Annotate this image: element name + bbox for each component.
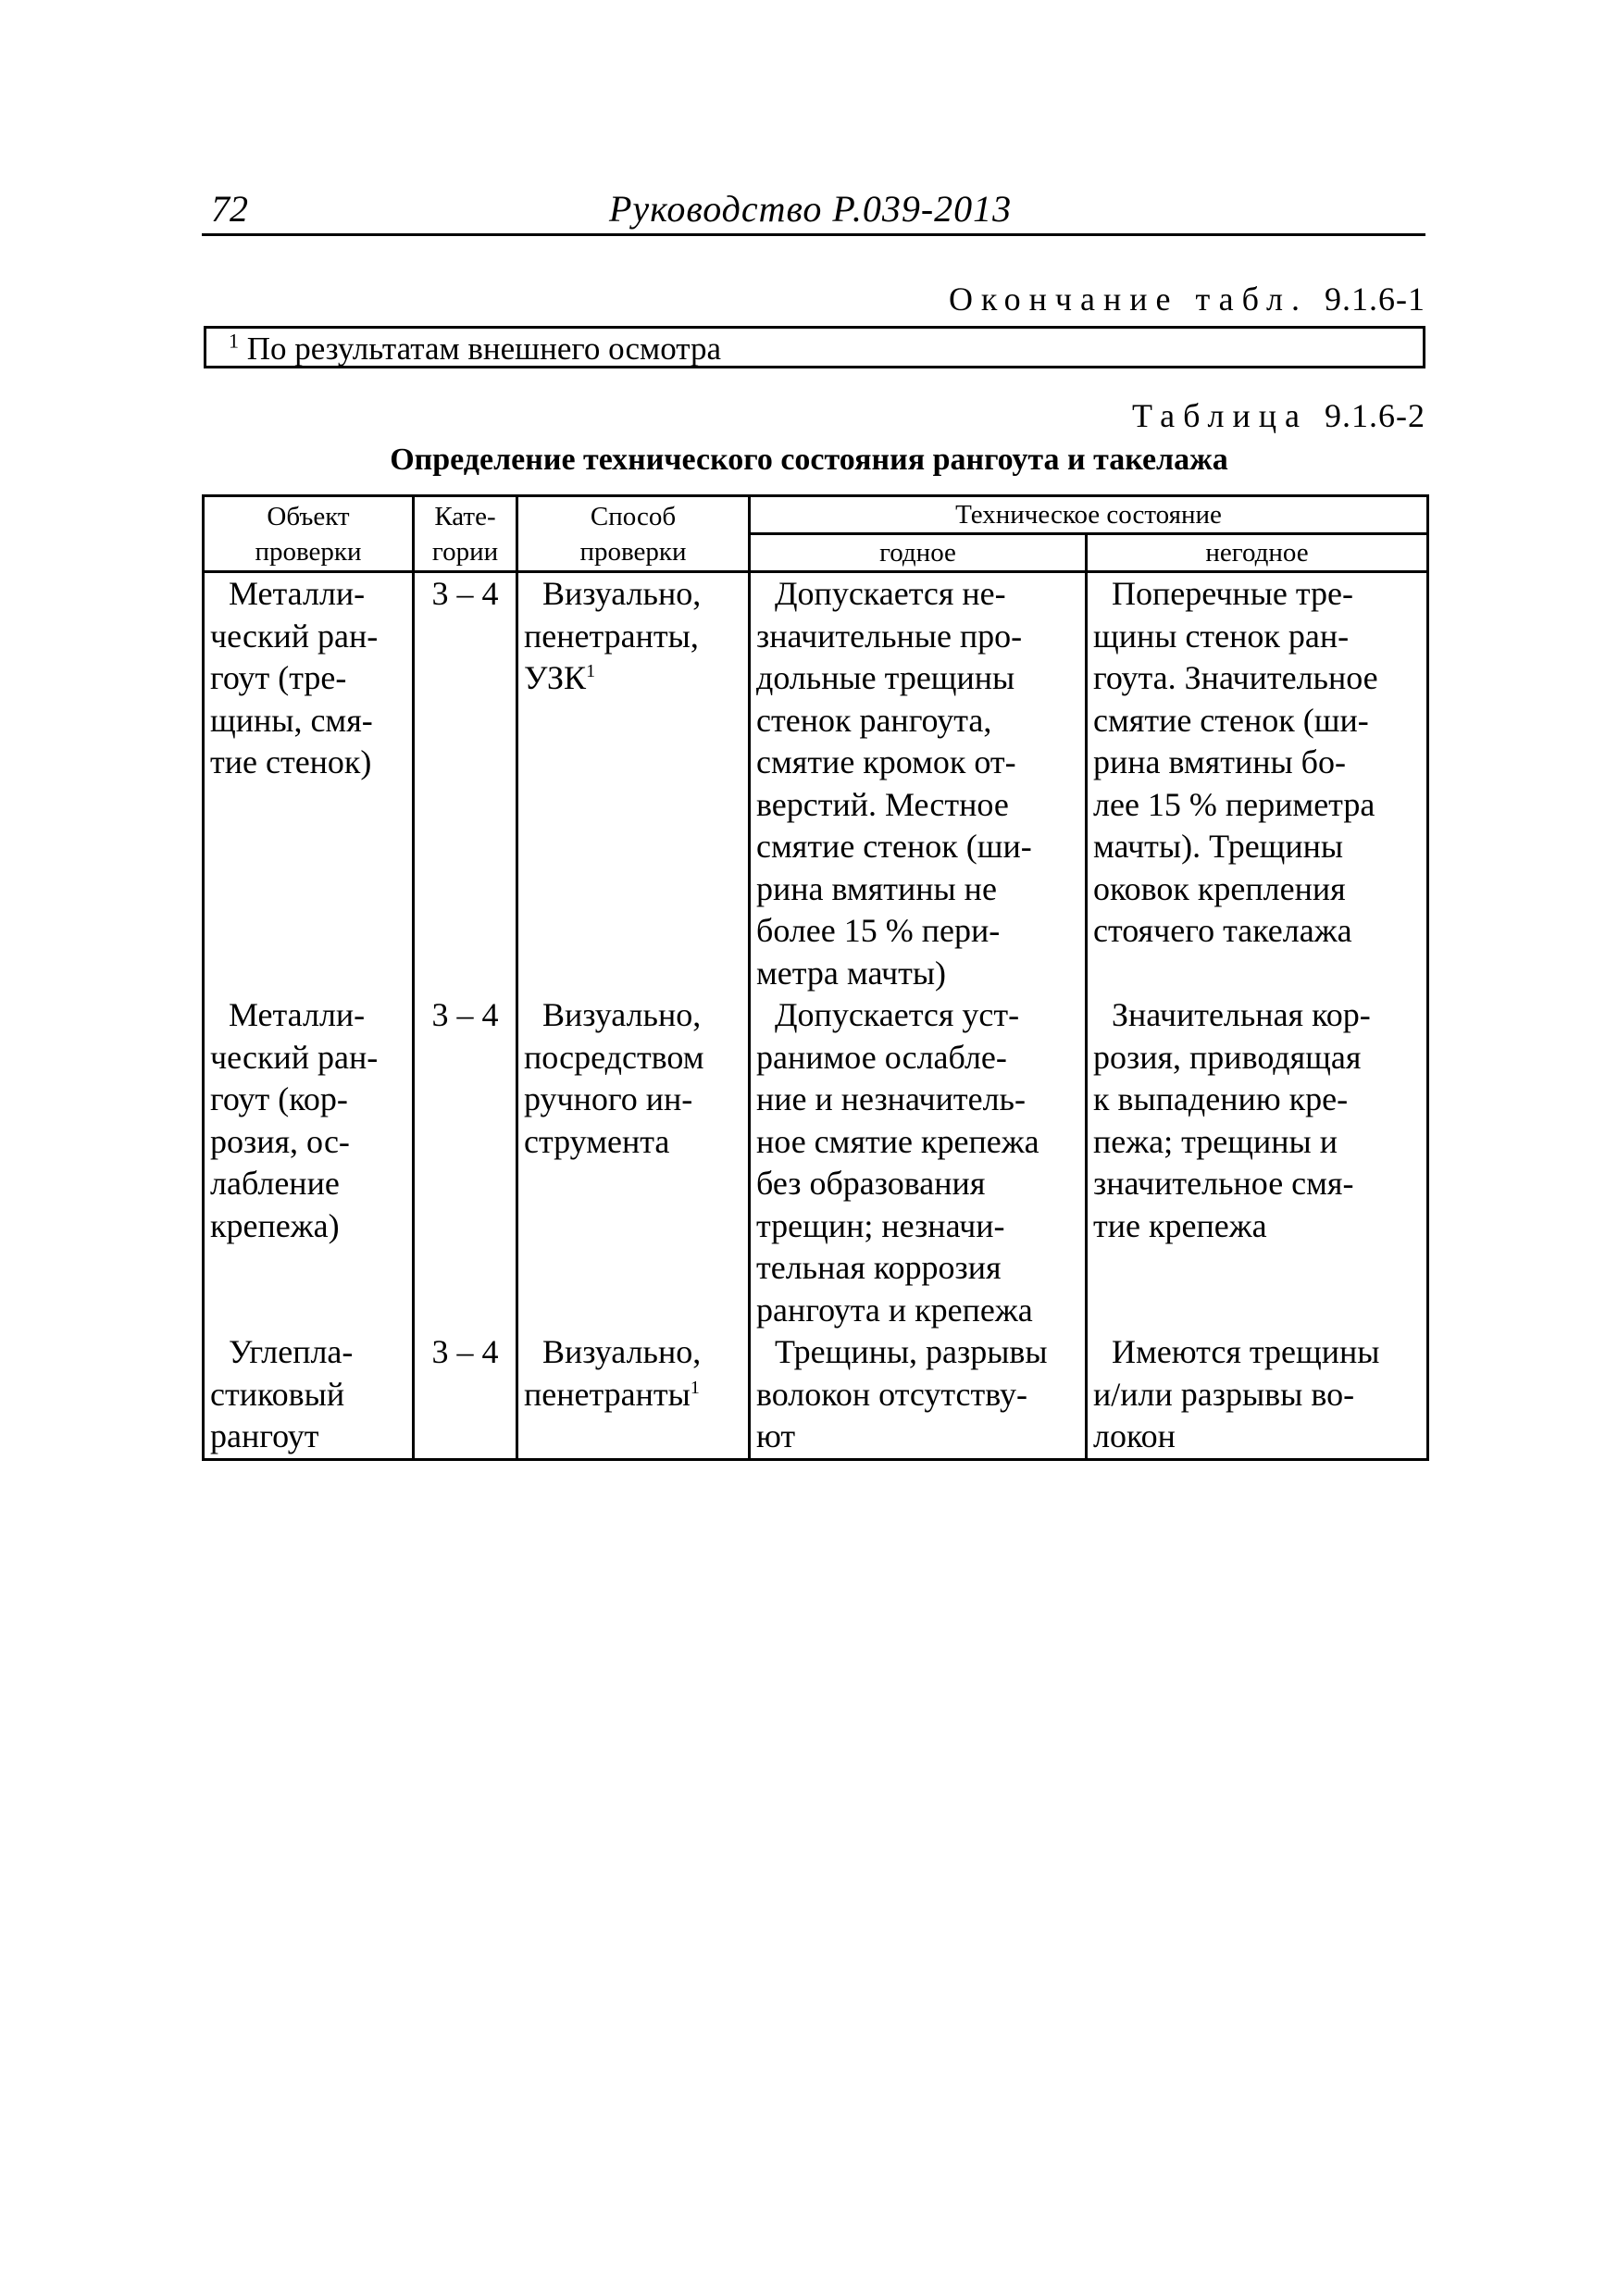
table-row (204, 572, 1428, 995)
cell-line: посредством (524, 1038, 704, 1076)
cell-line: трещин; незначи- (756, 1206, 1005, 1244)
cell-line: тие крепежа (1093, 1206, 1267, 1244)
cell-line: ческий ран- (210, 1038, 379, 1076)
header-unfit: негодное (1087, 534, 1428, 572)
header-method: Способ проверки (517, 496, 750, 572)
cell-line: струмента (524, 1122, 670, 1160)
cell-line: рангоута и крепежа (756, 1291, 1033, 1329)
cell-line: ние и незначитель- (756, 1080, 1026, 1117)
cell-line: дольные трещины (756, 659, 1015, 696)
cell-line: ное смятие крепежа (756, 1122, 1039, 1160)
footnote-body: По результатам внешнего осмотра (246, 331, 721, 367)
cell-fit (750, 1331, 1087, 1459)
table-row (204, 1331, 1428, 1459)
cell-line: смятие стенок (ши- (1093, 701, 1369, 739)
cell-line: 3 – 4 (431, 575, 499, 612)
cell-line: верстий. Местное (756, 785, 1009, 823)
previous-table-end-caption (949, 280, 1425, 318)
cell-unfit (1087, 994, 1428, 1331)
cell-line: Допускается не- (775, 575, 1006, 612)
cell-line: значительное смя- (1093, 1165, 1354, 1202)
cell-line: гоут (кор- (210, 1080, 348, 1117)
cell-method (517, 1331, 750, 1459)
cell-line: Металли- (229, 575, 366, 612)
cell-line: лее 15 % периметра (1093, 785, 1375, 823)
cell-line: Визуально, (542, 996, 702, 1033)
cell-line: смятие стенок (ши- (756, 828, 1032, 865)
cell-fit (750, 994, 1087, 1331)
cell-object (204, 572, 414, 995)
end-caption-number: 9.1.6-1 (1325, 281, 1425, 318)
cell-line: стиковый (210, 1375, 345, 1413)
cell-line: значительные про- (756, 617, 1023, 655)
cell-line: рина вмятины не (756, 869, 997, 907)
cell-line: розия, ос- (210, 1122, 350, 1160)
table-caption-number: 9.1.6-2 (1325, 397, 1425, 434)
cell-line: Значительная кор- (1112, 996, 1371, 1033)
cell-line: щины стенок ран- (1093, 617, 1350, 655)
cell-line: смятие кромок от- (756, 743, 1016, 780)
cell-line: рангоут (210, 1417, 319, 1454)
cell-line: ручного ин- (524, 1080, 693, 1117)
end-caption-label: Окончание табл. (948, 281, 1308, 318)
cell-line: 3 – 4 (431, 996, 499, 1033)
cell-line: волокон отсутству- (756, 1375, 1028, 1413)
table-row (204, 994, 1428, 1331)
footnote-text (229, 331, 721, 368)
table-title: Определение технического состояния рангоута и такелажа (390, 443, 1228, 477)
cell-object (204, 1331, 414, 1459)
header-object: Объект проверки (204, 496, 414, 572)
page-number: 72 (211, 188, 248, 230)
cell-line: рина вмятины бо- (1093, 743, 1346, 780)
cell-line: Визуально, (542, 1333, 702, 1370)
cell-line: более 15 % пери- (756, 912, 1001, 949)
cell-line: Углепла- (229, 1333, 354, 1370)
footnote-ref: 1 (690, 1377, 700, 1398)
cell-line: Трещины, разрывы (775, 1333, 1048, 1370)
cell-line: Визуально, (542, 575, 702, 612)
document-title: Руководство Р.039-2013 (609, 188, 1013, 230)
cell-line-text: пенетранты (524, 1375, 691, 1413)
table-caption-label: Таблица (1132, 397, 1308, 434)
cell-line: мачты). Трещины (1093, 828, 1344, 865)
cell-line: оковок крепления (1093, 869, 1346, 907)
cell-unfit (1087, 1331, 1428, 1459)
header-category: Кате- гории (414, 496, 517, 572)
header-technical-state: Техническое состояние (750, 496, 1428, 534)
cell-line: ческий ран- (210, 617, 379, 655)
cell-line: лабление (210, 1165, 340, 1202)
page-header (202, 185, 1425, 236)
table-caption (1132, 396, 1425, 435)
cell-line: ют (756, 1417, 796, 1454)
cell-line: ранимое ослабле- (756, 1038, 1007, 1076)
cell-line: Поперечные тре- (1112, 575, 1353, 612)
cell-line: гоута. Значительное (1093, 659, 1378, 696)
cell-unfit (1087, 572, 1428, 995)
cell-method (517, 572, 750, 995)
cell-line (524, 657, 742, 700)
cell-line: локон (1093, 1417, 1176, 1454)
cell-object (204, 994, 414, 1331)
cell-line: стенок рангоута, (756, 701, 992, 739)
cell-line: 3 – 4 (431, 1333, 499, 1370)
footnote-box (204, 326, 1425, 368)
cell-fit (750, 572, 1087, 995)
footnote-ref: 1 (586, 661, 596, 681)
cell-line: пежа; трещины и (1093, 1122, 1338, 1160)
cell-line: розия, приводящая (1093, 1038, 1362, 1076)
cell-line: метра мачты) (756, 954, 946, 992)
inspection-table (202, 494, 1429, 1461)
cell-line: Допускается уст- (775, 996, 1020, 1033)
cell-line: стоячего такелажа (1093, 912, 1352, 949)
header-fit: годное (750, 534, 1087, 572)
cell-line-text: УЗК (524, 659, 587, 696)
cell-category (414, 572, 517, 995)
cell-line: к выпадению кре- (1093, 1080, 1349, 1117)
cell-line: Имеются трещины (1112, 1333, 1380, 1370)
cell-line (524, 1374, 742, 1416)
cell-line: крепежа) (210, 1206, 340, 1244)
cell-line: щины, смя- (210, 701, 373, 739)
cell-line: и/или разрывы во- (1093, 1375, 1355, 1413)
cell-category (414, 994, 517, 1331)
cell-line: без образования (756, 1165, 986, 1202)
cell-line: Металли- (229, 996, 366, 1033)
cell-method (517, 994, 750, 1331)
cell-line: пенетранты, (524, 617, 699, 655)
footnote-mark: 1 (229, 329, 239, 353)
cell-line: гоут (тре- (210, 659, 347, 696)
cell-line: тельная коррозия (756, 1249, 1002, 1286)
cell-category (414, 1331, 517, 1459)
cell-line: тие стенок) (210, 743, 372, 780)
